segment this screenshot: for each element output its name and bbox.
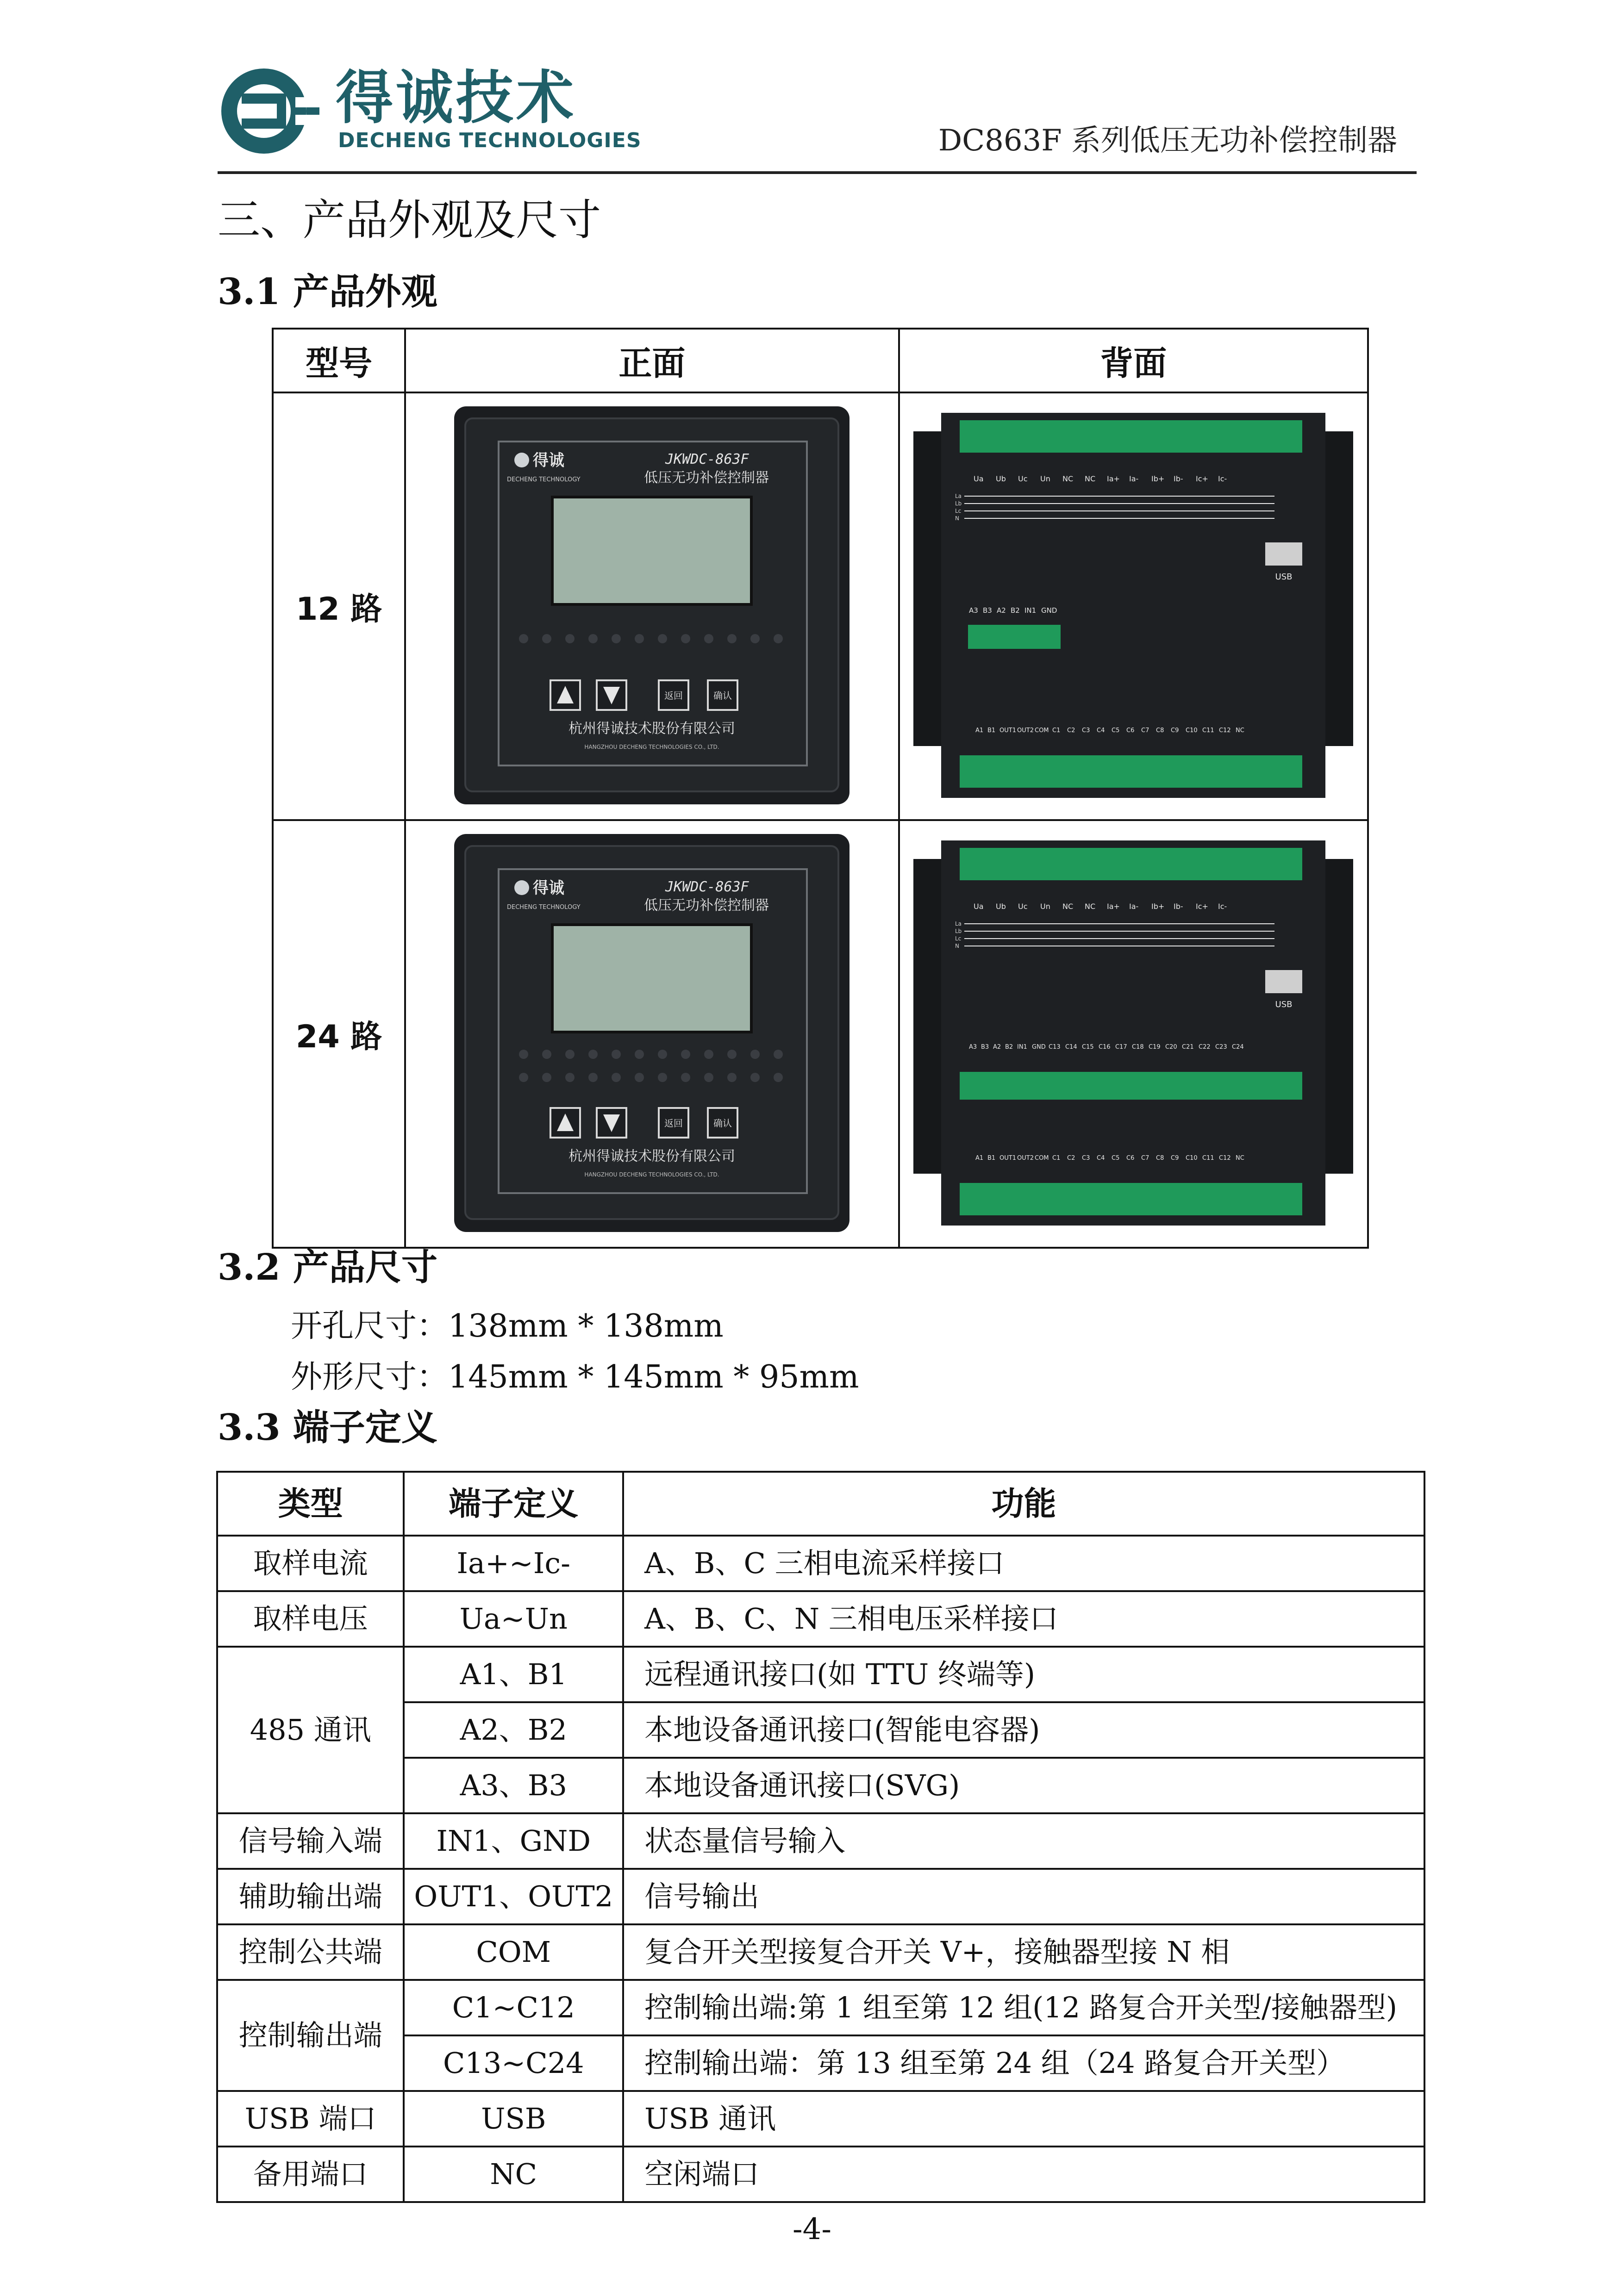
svg-text:La: La (955, 493, 962, 499)
svg-text:B1: B1 (987, 1155, 996, 1162)
type-cell: 控制输出端 (217, 1980, 404, 2091)
svg-text:C6: C6 (1126, 727, 1135, 734)
svg-text:COM: COM (1035, 727, 1049, 734)
svg-text:N: N (955, 943, 960, 949)
svg-text:Ic-: Ic- (1218, 474, 1227, 483)
back-panel-image-24 (913, 831, 1353, 1235)
svg-text:Ia+: Ia+ (1107, 902, 1120, 911)
svg-text:C12: C12 (1219, 1155, 1231, 1162)
svg-text:Ua: Ua (974, 902, 984, 911)
table-row (217, 2091, 1424, 2147)
front-photo-12 (405, 392, 899, 820)
svg-text:Ub: Ub (996, 902, 1006, 911)
svg-text:Un: Un (1040, 902, 1051, 911)
front-panel-image-24 (452, 832, 851, 1234)
function-cell: USB 通讯 (623, 2091, 1424, 2147)
svg-text:IN1: IN1 (1024, 606, 1037, 615)
svg-text:Ib+: Ib+ (1151, 902, 1165, 911)
svg-text:Lb: Lb (955, 928, 962, 934)
terminal-cell: NC (404, 2147, 623, 2202)
ok-button-label-24: 确认 (713, 1118, 732, 1129)
svg-text:C8: C8 (1156, 727, 1164, 734)
back-button-label-12: 返回 (664, 690, 683, 701)
svg-text:C15: C15 (1082, 1044, 1094, 1051)
svg-text:IN1: IN1 (1017, 1044, 1028, 1051)
svg-text:Ib-: Ib- (1174, 474, 1183, 483)
back-photo-24 (899, 820, 1368, 1248)
svg-text:C17: C17 (1115, 1044, 1127, 1051)
back-button-label-24: 返回 (664, 1118, 683, 1129)
svg-text:B3: B3 (983, 606, 993, 615)
svg-text:C18: C18 (1132, 1044, 1144, 1051)
svg-text:Lc: Lc (955, 935, 962, 942)
back-middle-terminal-labels-24 (969, 1044, 1244, 1051)
function-cell: 本地设备通讯接口(SVG) (623, 1758, 1424, 1813)
table-row (217, 1869, 1424, 1924)
svg-text:Lb: Lb (955, 500, 962, 507)
function-cell: A、B、C 三相电流采样接口 (623, 1536, 1424, 1591)
front-brand-cn-12: 得诚 (533, 451, 565, 470)
svg-text:N: N (955, 515, 960, 522)
svg-text:B3: B3 (981, 1044, 989, 1051)
svg-text:C5: C5 (1112, 1155, 1120, 1162)
terminal-header-row (217, 1472, 1424, 1536)
svg-text:C3: C3 (1082, 727, 1090, 734)
svg-text:C9: C9 (1171, 1155, 1179, 1162)
back-usb-label-12: USB (1275, 572, 1293, 582)
svg-text:OUT2: OUT2 (1017, 1155, 1034, 1162)
svg-text:Ia-: Ia- (1129, 474, 1139, 483)
svg-text:Ic+: Ic+ (1196, 902, 1209, 911)
svg-text:C11: C11 (1202, 1155, 1214, 1162)
terminal-cell: Ua~Un (404, 1591, 623, 1647)
svg-text:C23: C23 (1215, 1044, 1227, 1051)
col-header-function: 功能 (623, 1472, 1424, 1536)
svg-text:Lc: Lc (955, 508, 962, 514)
svg-text:B2: B2 (1005, 1044, 1013, 1051)
svg-text:C12: C12 (1219, 727, 1231, 734)
brand-name-cn: 得诚技术 (336, 65, 577, 131)
front-photo-24 (405, 820, 899, 1248)
function-cell: 控制输出端：第 13 组至第 24 组（24 路复合开关型） (623, 2035, 1424, 2091)
svg-text:Ia-: Ia- (1129, 902, 1139, 911)
col-header-front: 正面 (405, 329, 899, 392)
type-cell: 信号输入端 (217, 1813, 404, 1869)
svg-text:C11: C11 (1202, 727, 1214, 734)
front-company-en-24: HANGZHOU DECHENG TECHNOLOGIES CO., LTD. (584, 1171, 719, 1178)
svg-text:C5: C5 (1112, 727, 1120, 734)
section-title: 三、产品外观及尺寸 (218, 195, 601, 245)
svg-text:C2: C2 (1067, 1155, 1075, 1162)
terminal-cell: USB (404, 2091, 623, 2147)
table-row (217, 1980, 1424, 2035)
terminal-cell: IN1、GND (404, 1813, 623, 1869)
col-header-type: 类型 (217, 1472, 404, 1536)
svg-text:NC: NC (1085, 902, 1096, 911)
front-company-cn-12: 杭州得诚技术股份有限公司 (568, 721, 736, 737)
svg-text:C4: C4 (1097, 1155, 1105, 1162)
svg-text:OUT1: OUT1 (999, 1155, 1017, 1162)
svg-text:C14: C14 (1065, 1044, 1077, 1051)
svg-text:Ib+: Ib+ (1151, 474, 1165, 483)
brand-name-en: DECHENG TECHNOLOGIES (338, 129, 642, 152)
function-cell: 状态量信号输入 (623, 1813, 1424, 1869)
front-company-cn-24: 杭州得诚技术股份有限公司 (568, 1148, 736, 1164)
svg-text:C20: C20 (1165, 1044, 1177, 1051)
type-cell: 取样电压 (217, 1591, 404, 1647)
dimensions-heading: 3.2 产品尺寸 (218, 1246, 437, 1288)
function-cell: 空闲端口 (623, 2147, 1424, 2202)
back-photo-12 (899, 392, 1368, 820)
type-cell: 控制公共端 (217, 1924, 404, 1980)
function-cell: 复合开关型接复合开关 V+，接触器型接 N 相 (623, 1924, 1424, 1980)
svg-text:Ic-: Ic- (1218, 902, 1227, 911)
terminal-cell: A2、B2 (404, 1702, 623, 1758)
svg-text:A3: A3 (969, 1044, 977, 1051)
type-cell: 取样电流 (217, 1536, 404, 1591)
svg-text:C7: C7 (1141, 727, 1149, 734)
terminals-heading: 3.3 端子定义 (218, 1406, 437, 1449)
svg-text:GND: GND (1032, 1044, 1046, 1051)
type-cell: USB 端口 (217, 2091, 404, 2147)
svg-text:C1: C1 (1052, 1155, 1061, 1162)
svg-text:NC: NC (1062, 474, 1074, 483)
type-cell: 辅助输出端 (217, 1869, 404, 1924)
table-row (217, 1924, 1424, 1980)
svg-text:C9: C9 (1171, 727, 1179, 734)
function-cell: A、B、C、N 三相电压采样接口 (623, 1591, 1424, 1647)
svg-text:Ia+: Ia+ (1107, 474, 1120, 483)
appearance-row-12 (273, 392, 1368, 820)
header-divider (218, 171, 1417, 174)
col-header-model: 型号 (273, 329, 405, 392)
terminal-cell: COM (404, 1924, 623, 1980)
svg-text:C24: C24 (1232, 1044, 1244, 1051)
terminal-cell: C13~C24 (404, 2035, 623, 2091)
svg-text:A2: A2 (993, 1044, 1001, 1051)
svg-text:NC: NC (1236, 1155, 1245, 1162)
appearance-header-row (273, 329, 1368, 392)
model-12: 12 路 (273, 392, 405, 820)
table-row (217, 1813, 1424, 1869)
front-brand-cn-24: 得诚 (533, 879, 565, 897)
function-cell: 信号输出 (623, 1869, 1424, 1924)
svg-text:Ub: Ub (996, 474, 1006, 483)
terminal-cell: A3、B3 (404, 1758, 623, 1813)
svg-text:La: La (955, 921, 962, 927)
front-name-24: 低压无功补偿控制器 (644, 897, 769, 914)
appearance-heading: 3.1 产品外观 (218, 271, 437, 313)
table-row (217, 2147, 1424, 2202)
svg-text:C3: C3 (1082, 1155, 1090, 1162)
front-model-24: JKWDC-863F (665, 879, 750, 895)
svg-text:C19: C19 (1149, 1044, 1161, 1051)
svg-text:C16: C16 (1099, 1044, 1111, 1051)
front-brand-en-12: DECHENG TECHNOLOGY (507, 476, 581, 483)
svg-text:B1: B1 (987, 727, 996, 734)
appearance-table (272, 328, 1369, 1249)
function-cell: 控制输出端:第 1 组至第 12 组(12 路复合开关型/接触器型) (623, 1980, 1424, 2035)
svg-text:C6: C6 (1126, 1155, 1135, 1162)
front-name-12: 低压无功补偿控制器 (644, 470, 769, 486)
svg-text:Uc: Uc (1018, 902, 1028, 911)
appearance-row-24 (273, 820, 1368, 1248)
type-cell: 485 通讯 (217, 1647, 404, 1813)
front-company-en-12: HANGZHOU DECHENG TECHNOLOGIES CO., LTD. (584, 744, 719, 750)
svg-text:C10: C10 (1186, 1155, 1198, 1162)
terminal-table (216, 1471, 1425, 2203)
terminal-cell: OUT1、OUT2 (404, 1869, 623, 1924)
back-panel-image-12 (913, 404, 1353, 807)
company-logo (218, 65, 324, 157)
terminal-cell: Ia+~Ic- (404, 1536, 623, 1591)
terminal-cell: A1、B1 (404, 1647, 623, 1702)
svg-text:Ib-: Ib- (1174, 902, 1183, 911)
svg-text:NC: NC (1062, 902, 1074, 911)
svg-text:OUT2: OUT2 (1017, 727, 1034, 734)
back-usb-label-24: USB (1275, 1000, 1293, 1009)
svg-text:C10: C10 (1186, 727, 1198, 734)
function-cell: 本地设备通讯接口(智能电容器) (623, 1702, 1424, 1758)
table-row (217, 1647, 1424, 1702)
document-title: DC863F 系列低压无功补偿控制器 (938, 124, 1397, 158)
svg-text:A2: A2 (997, 606, 1006, 615)
front-model-12: JKWDC-863F (665, 451, 750, 467)
table-row (217, 1591, 1424, 1647)
ok-button-label-12: 确认 (713, 690, 732, 701)
svg-text:Un: Un (1040, 474, 1051, 483)
svg-text:Uc: Uc (1018, 474, 1028, 483)
svg-text:C1: C1 (1052, 727, 1061, 734)
svg-text:C13: C13 (1049, 1044, 1061, 1051)
model-24: 24 路 (273, 820, 405, 1248)
svg-text:A1: A1 (975, 727, 984, 734)
svg-text:A3: A3 (969, 606, 979, 615)
svg-text:NC: NC (1085, 474, 1096, 483)
usb-port-icon-12 (1265, 542, 1302, 566)
terminal-cell: C1~C12 (404, 1980, 623, 2035)
usb-port-icon-24 (1265, 970, 1302, 993)
svg-text:C2: C2 (1067, 727, 1075, 734)
svg-text:C22: C22 (1199, 1044, 1211, 1051)
front-brand-en-24: DECHENG TECHNOLOGY (507, 904, 581, 911)
svg-text:Ua: Ua (974, 474, 984, 483)
table-row (217, 1536, 1424, 1591)
svg-text:C8: C8 (1156, 1155, 1164, 1162)
svg-text:A1: A1 (975, 1155, 984, 1162)
col-header-terminal: 端子定义 (404, 1472, 623, 1536)
type-cell: 备用端口 (217, 2147, 404, 2202)
svg-text:C7: C7 (1141, 1155, 1149, 1162)
function-cell: 远程通讯接口(如 TTU 终端等) (623, 1647, 1424, 1702)
svg-text:OUT1: OUT1 (999, 727, 1017, 734)
svg-text:COM: COM (1035, 1155, 1049, 1162)
front-panel-image-12 (452, 404, 851, 806)
svg-text:B2: B2 (1011, 606, 1020, 615)
svg-text:NC: NC (1236, 727, 1245, 734)
outline-size: 外形尺寸：145mm * 145mm * 95mm (291, 1359, 859, 1395)
svg-text:Ic+: Ic+ (1196, 474, 1209, 483)
svg-text:GND: GND (1041, 606, 1057, 615)
cutout-size: 开孔尺寸：138mm * 138mm (291, 1308, 724, 1344)
svg-text:C4: C4 (1097, 727, 1105, 734)
page-number: -4- (793, 2212, 831, 2246)
col-header-back: 背面 (899, 329, 1368, 392)
svg-text:C21: C21 (1182, 1044, 1194, 1051)
